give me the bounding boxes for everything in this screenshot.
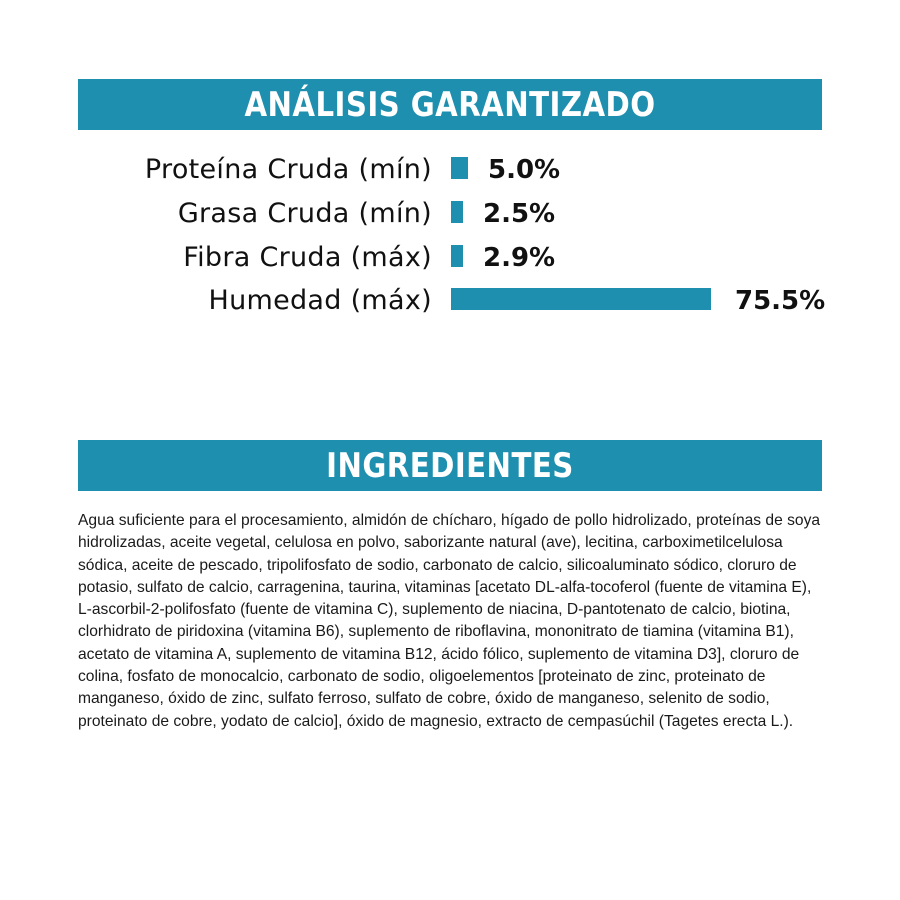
nutrient-row: [0, 194, 900, 234]
nutrient-bar: [451, 288, 711, 310]
nutrient-label: Fibra Cruda (máx): [183, 242, 432, 273]
nutrient-row: [0, 238, 900, 278]
nutrient-label: Grasa Cruda (mín): [177, 198, 432, 229]
nutrient-bar: [451, 245, 463, 267]
nutrient-value: 2.9%: [483, 243, 556, 273]
ingredients-title: INGREDIENTES: [326, 445, 574, 486]
analysis-title: ANÁLISIS GARANTIZADO: [244, 84, 656, 125]
nutrient-row: [0, 150, 900, 190]
nutrient-value: 5.0%: [488, 155, 561, 185]
nutrient-value: 75.5%: [735, 286, 826, 316]
nutrient-value: 2.5%: [483, 199, 556, 229]
nutrient-bar: [451, 157, 468, 179]
nutrient-row: [0, 281, 900, 321]
nutrient-label: Humedad (máx): [208, 285, 432, 316]
ingredients-header: [78, 440, 822, 491]
nutrient-bar: [451, 201, 463, 223]
ingredients-text: Agua suficiente para el procesamiento, almidón de chícharo, hígado de pollo hidrolizado, proteínas de soya hidrolizadas, aceite vegetal, celulosa en polvo, saborizante natural (ave), lecitina, carboximetilcelulosa sódica, aceite de pescado, tripolifosfato de sodio, carbonato de calcio, silicoaluminato sódico, cloruro de potasio, sulfato de calcio, carragenina, taurina, vitaminas [acetato DL-alfa-tocoferol (fuente de vitamina E), L-ascorbil-2-polifosfato (fuente de vitamina C), suplemento de niacina, D-pantotenato de calcio, biotina, clorhidrato de piridoxina (vitamina B6), suplemento de riboflavina, mononitrato de tiamina (vitamina B1), acetato de vitamina A, suplemento de vitamina B12, ácido fólico, suplemento de vitamina D3], cloruro de colina, fosfato de monocalcio, carbonato de sodio, oligoelementos [proteinato de zinc, proteinato de manganeso, óxido de zinc, sulfato ferroso, sulfato de cobre, óxido de manganeso, selenito de sodio, proteinato de cobre, yodato de calcio], óxido de magnesio, extracto de cempasúchil (Tagetes erecta L.).: [78, 512, 821, 730]
nutrient-label: Proteína Cruda (mín): [144, 154, 432, 185]
analysis-header: [78, 79, 822, 130]
